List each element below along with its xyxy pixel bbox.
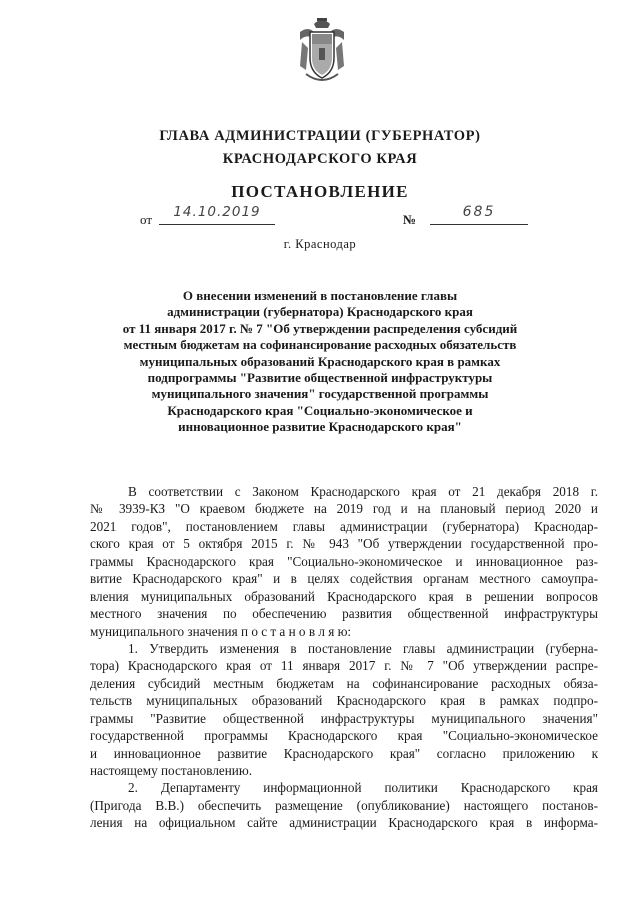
- title-line: О внесении изменений в постановление главы: [182, 288, 458, 303]
- title-line: муниципальных образований Краснодарского края в рамках: [139, 353, 501, 369]
- body-line: тора) Краснодарского края от 11 января 2017 г. № 7 "Об утверждении распре-: [90, 658, 598, 674]
- document-type: ПОСТАНОВЛЕНИЕ: [231, 182, 409, 201]
- body-line: муниципального значения п о с т а н о в л я ю:: [90, 623, 352, 639]
- number-label: №: [403, 212, 417, 227]
- body-line: (Пригода В.В.) обеспечить размещение (опубликование) настоящего постанов-: [90, 797, 598, 813]
- title-line: Краснодарского края "Социально-экономическое и: [167, 402, 473, 418]
- body-line: местного значения по обеспечению развития общественной инфраструктуры: [90, 606, 598, 622]
- body-text: [90, 483, 598, 832]
- body-line: ского края от 5 октября 2015 г. № 943 "Об утверждении государственной про-: [90, 536, 598, 552]
- title-line: от 11 января 2017 г. № 7 "Об утверждении распределения субсидий: [122, 320, 518, 336]
- body-line: вления муниципальных образований Краснодарского края в решении вопросов: [90, 588, 598, 604]
- body-line: 1. Утвердить изменения в постановление главы администрации (губерна-: [128, 640, 598, 656]
- body-line: № 3939-КЗ "О краевом бюджете на 2019 год и на плановый период 2020 и: [90, 501, 598, 517]
- body-line: витие Краснодарского края" и в целях содействия органам местного самоупра-: [90, 571, 598, 587]
- body-line: граммы Краснодарского края "Социально-экономическое и инновационное раз-: [90, 553, 598, 569]
- body-line: и инновационное развитие Краснодарского края" согласно приложению к: [90, 745, 598, 761]
- body-line: 2021 годов", постановлением главы администрации (губернатора) Краснодар-: [90, 518, 598, 534]
- body-line: В соответствии с Законом Краснодарского края от 21 декабря 2018 г.: [128, 484, 598, 499]
- city-line: г. Краснодар: [283, 237, 357, 251]
- issuer-title-line2: КРАСНОДАРСКОГО КРАЯ: [222, 151, 418, 167]
- number-field: 685: [430, 204, 528, 225]
- body-line: тельств муниципальных образований Краснодарского края в рамках подпро-: [90, 693, 598, 709]
- issuer-title-line1: ГЛАВА АДМИНИСТРАЦИИ (ГУБЕРНАТОР): [159, 128, 481, 144]
- title-line: подпрограммы "Развитие общественной инфраструктуры: [147, 370, 493, 386]
- title-line: местным бюджетам на софинансирование расходных обязательств: [123, 337, 517, 353]
- body-line: государственной программы Краснодарского края "Социально-экономическое: [90, 728, 598, 744]
- title-line: муниципального значения" государственной программы: [151, 386, 489, 402]
- title-line: инновационное развитие Краснодарского края": [178, 419, 462, 435]
- body-line: настоящему постановлению.: [90, 763, 253, 778]
- body-line: ления на официальном сайте администрации Краснодарского края в информа-: [90, 815, 598, 831]
- resolution-title: [108, 288, 532, 436]
- coat-of-arms-emblem: [292, 14, 352, 86]
- body-line: 2. Департаменту информационной политики Краснодарского края: [128, 780, 598, 796]
- date-label: от: [140, 212, 153, 227]
- date-field: 14.10.2019: [159, 204, 275, 225]
- body-line: деления субсидий местным бюджетам на софинансирование расходных обяза-: [90, 675, 598, 691]
- title-line: администрации (губернатора) Краснодарского края: [167, 304, 473, 320]
- body-line: граммы "Развитие общественной инфраструктуры муниципального значения": [90, 710, 598, 726]
